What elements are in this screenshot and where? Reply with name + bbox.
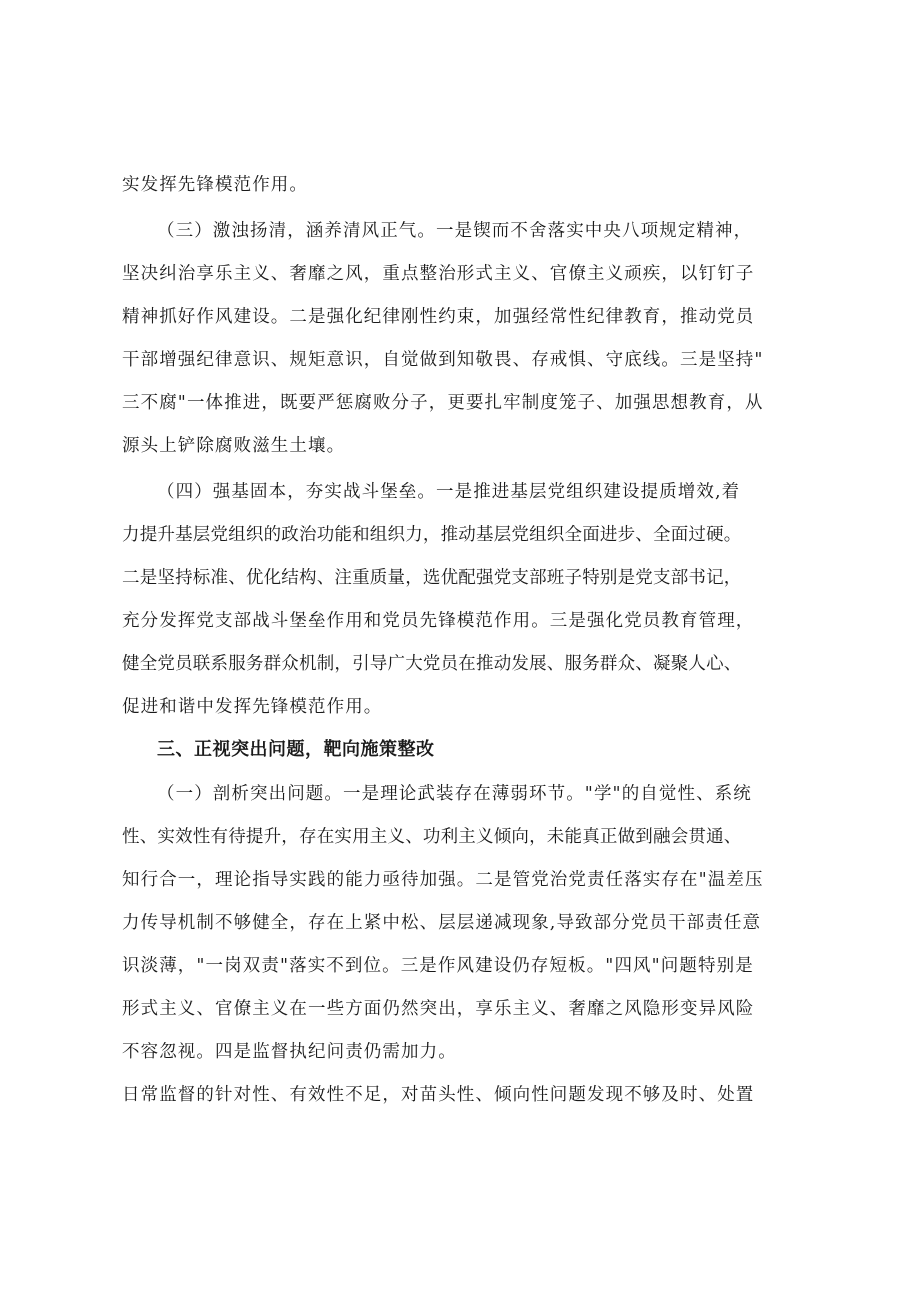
paragraph-line: 日常监督的针对性、有效性不足，对苗头性、倾向性问题发现不够及时、处置 [122,1085,755,1105]
paragraph-line: 力提升基层党组织的政治功能和组织力，推动基层党组织全面进步、全面过硬。 [122,525,742,545]
paragraph-line: 力传导机制不够健全，存在上紧中松、层层递减现象,导致部分党员干部责任意 [122,913,762,933]
paragraph-line: 充分发挥党支部战斗堡垒作用和党员先锋模范作用。三是强化党员教育管理， [122,611,755,631]
paragraph-line: 促进和谐中发挥先锋模范作用。 [122,697,383,717]
paragraph-line: 不容忽视。四是监督执纪问责仍需加力。 [122,1042,457,1062]
paragraph-line: 源头上铲除腐败滋生土壤。 [122,436,346,456]
paragraph-line: 干部增强纪律意识、规矩意识，自觉做到知敬畏、存戒惧、守底线。三是坚持" [122,350,764,370]
paragraph-line: （四）强基固本，夯实战斗堡垒。一是推进基层党组织建设提质增效,着 [157,482,741,502]
paragraph-line: （一）剖析突出问题。一是理论武装存在薄弱环节。"学"的自觉性、系统 [157,784,752,804]
paragraph-line: （三）激浊扬清，涵养清风正气。一是锲而不舍落实中央八项规定精神， [157,221,753,241]
paragraph-line: 精神抓好作风建设。二是强化纪律刚性约束，加强经常性纪律教育，推动党员 [122,307,755,327]
paragraph-line: 识淡薄，"一岗双责"落实不到位。三是作风建设仍存短板。"四风"问题特别是 [122,956,754,976]
paragraph-line: 健全党员联系服务群众机制，引导广大党员在推动发展、服务群众、凝聚人心、 [122,654,742,674]
section-heading: 三、正视突出问题，靶向施策整改 [157,739,435,760]
paragraph-line: 性、实效性有待提升，存在实用主义、功利主义倾向，未能真正做到融会贯通、 [122,827,742,847]
paragraph-line: 坚决纠治享乐主义、奢靡之风，重点整治形式主义、官僚主义顽疾，以钉钉子 [122,264,755,284]
paragraph-line: 三不腐"一体推进，既要严惩腐败分子，更要扎牢制度笼子、加强思想教育，从 [122,393,764,413]
paragraph-line: 实发挥先锋模范作用。 [122,175,308,195]
paragraph-line: 形式主义、官僚主义在一些方面仍然突出，享乐主义、奢靡之风隐形变异风险 [122,999,755,1019]
paragraph-line: 知行合一，理论指导实践的能力亟待加强。二是管党治党责任落实存在"温差压 [122,870,764,890]
paragraph-line: 二是坚持标准、优化结构、注重质量，选优配强党支部班子特别是党支部书记， [122,568,742,588]
